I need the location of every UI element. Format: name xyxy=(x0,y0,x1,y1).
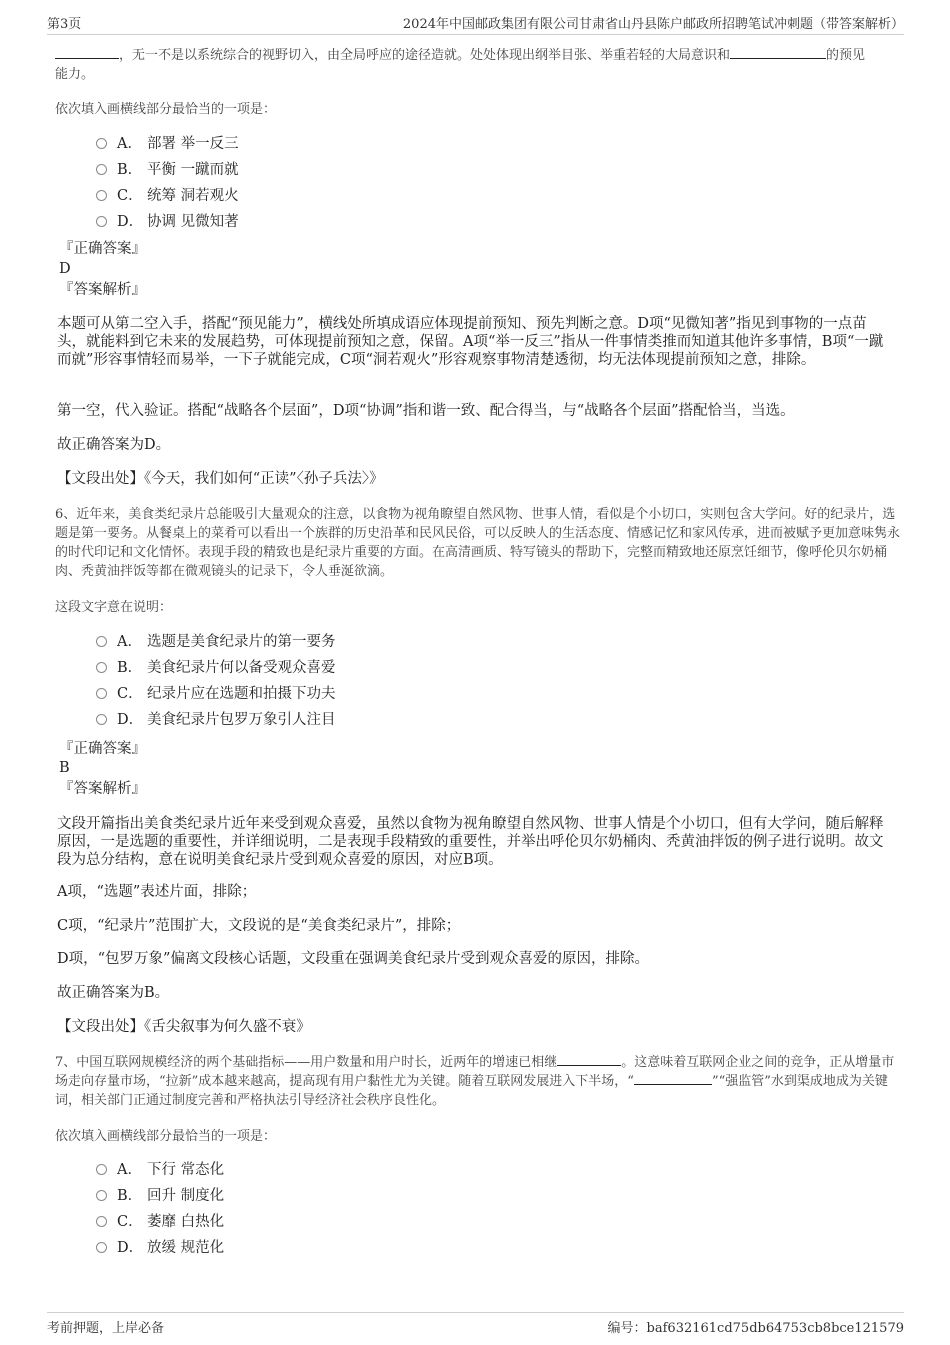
analysis-paragraph: D项，“包罗万象”偏离文段核心话题，文段重在强调美食纪录片受到观众喜爱的原因，排除。 xyxy=(57,951,649,967)
q7-stem: 7、中国互联网规模经济的两个基础指标——用户数量和用户时长，近两年的增速已相继 。这意味着互联网企业之间的竞争，正从增量市场走向存量市场，“拉新”成本越来越高，提高现有用户黏性尤为关键。随着互联网发展进入下半场，“ ”“强监管”水到渠成地成为关键词，相关部门正通过制度完善和严格执法引导经济社会秩序良性化。 xyxy=(55,1055,895,1108)
source-citation: 【文段出处】《舌尖叙事为何久盛不衰》 xyxy=(57,1019,311,1035)
answer-label: 『正确答案』 xyxy=(59,241,146,257)
q6-option-b[interactable]: B． 美食纪录片何以备受观众喜爱 xyxy=(96,658,336,678)
radio-icon[interactable] xyxy=(96,1190,107,1201)
radio-icon[interactable] xyxy=(96,636,107,647)
radio-icon[interactable] xyxy=(96,190,107,201)
fill-blank xyxy=(55,46,119,59)
analysis-label: 『答案解析』 xyxy=(59,781,146,797)
q7-option-b[interactable]: B． 回升 制度化 xyxy=(96,1186,224,1206)
answer-value: B xyxy=(59,760,70,776)
radio-icon[interactable] xyxy=(96,662,107,673)
fill-blank xyxy=(557,1053,621,1066)
radio-icon[interactable] xyxy=(96,1242,107,1253)
q7-prompt: 依次填入画横线部分最恰当的一项是： xyxy=(55,1129,277,1144)
fill-blank xyxy=(634,1072,712,1085)
radio-icon[interactable] xyxy=(96,216,107,227)
answer-label: 『正确答案』 xyxy=(59,741,146,757)
analysis-paragraph: 故正确答案为D。 xyxy=(57,437,171,453)
q5-option-c[interactable]: C． 统筹 洞若观火 xyxy=(96,186,239,206)
analysis-paragraph: 第一空，代入验证。搭配“战略各个层面”，D项“协调”指和谐一致、配合得当，与“战略各个层面”搭配恰当，当选。 xyxy=(57,403,795,419)
q6-prompt: 这段文字意在说明： xyxy=(55,600,173,615)
fill-blank xyxy=(730,46,826,59)
q5-stem-continued: ，无一不是以系统综合的视野切入，由全局呼应的途径造就。处处体现出纲举目张、举重若轻的大局意识和 的预见 能力。 xyxy=(55,48,866,82)
q6-stem: 6、近年来，美食类纪录片总能吸引大量观众的注意，以食物为视角瞭望自然风物、世事人情，看似是个小切口，实则包含大学问。好的纪录片，选题是第一要务。从餐桌上的菜肴可以看出一个族群的历史沿革和民风民俗，可以反映人的生活态度、情感记忆和家风传承，进而被赋予更加意味隽永的时代印记和文化情怀。表现手段的精致也是纪录片重要的方面。在高清画质、特写镜头的帮助下，完整而精致地还原烹饪细节，像呼伦贝尔奶桶肉、秃黄油拌饭等都在微观镜头的记录下，令人垂涎欲滴。 xyxy=(55,507,901,579)
q5-option-a[interactable]: A． 部署 举一反三 xyxy=(96,134,239,154)
document-id: 编号：baf632161cd75db64753cb8bce121579 xyxy=(607,1321,904,1336)
q5-prompt: 依次填入画横线部分最恰当的一项是： xyxy=(55,102,277,117)
q7-option-d[interactable]: D． 放缓 规范化 xyxy=(96,1238,224,1258)
q5-option-d[interactable]: D． 协调 见微知著 xyxy=(96,212,239,232)
analysis-label: 『答案解析』 xyxy=(59,282,146,298)
radio-icon[interactable] xyxy=(96,1216,107,1227)
analysis-paragraph: 故正确答案为B。 xyxy=(57,985,170,1001)
radio-icon[interactable] xyxy=(96,688,107,699)
q6-option-d[interactable]: D． 美食纪录片包罗万象引人注目 xyxy=(96,710,336,730)
page-footer xyxy=(47,1312,904,1337)
page-header xyxy=(47,12,904,35)
document-title: 2024年中国邮政集团有限公司甘肃省山丹县陈户邮政所招聘笔试冲刺题（带答案解析） xyxy=(402,17,904,32)
page-number: 第3页 xyxy=(47,17,82,32)
source-citation: 【文段出处】《今天，我们如何“正读”〈孙子兵法〉》 xyxy=(57,471,384,487)
radio-icon[interactable] xyxy=(96,164,107,175)
q5-option-b[interactable]: B． 平衡 一蹴而就 xyxy=(96,160,239,180)
q6-option-a[interactable]: A． 选题是美食纪录片的第一要务 xyxy=(96,632,336,652)
answer-value: D xyxy=(59,261,71,277)
q6-option-c[interactable]: C． 纪录片应在选题和拍摄下功夫 xyxy=(96,684,336,704)
radio-icon[interactable] xyxy=(96,1164,107,1175)
footer-slogan: 考前押题，上岸必备 xyxy=(47,1321,165,1336)
q7-option-c[interactable]: C． 萎靡 白热化 xyxy=(96,1212,224,1232)
analysis-paragraph: C项，“纪录片”范围扩大，文段说的是“美食类纪录片”，排除； xyxy=(57,918,461,934)
radio-icon[interactable] xyxy=(96,138,107,149)
analysis-paragraph: 文段开篇指出美食类纪录片近年来受到观众喜爱，虽然以食物为视角瞭望自然风物、世事人情是个小切口，但有大学问，随后解释原因，一是选题的重要性，并详细说明，二是表现手段精致的重要性，并举出呼伦贝尔奶桶肉、秃黄油拌饭的例子进行说明。故文段为总分结构，意在说明美食纪录片受到观众喜爱的原因，对应B项。 xyxy=(57,816,884,868)
analysis-paragraph: A项，“选题”表述片面，排除； xyxy=(57,884,257,900)
analysis-paragraph: 本题可从第二空入手，搭配“预见能力”，横线处所填成语应体现提前预知、预先判断之意。D项“见微知著”指见到事物的一点苗头，就能料到它未来的发展趋势，可体现提前预知之意，保留。A项“举一反三”指从一件事情类推而知道其他许多事情，B项“一蹴而就”形容事情轻而易举，一下子就能完成，C项“洞若观火”形容观察事物清楚透彻，均无法体现提前预知之意，排除。 xyxy=(57,316,884,368)
q7-option-a[interactable]: A． 下行 常态化 xyxy=(96,1160,224,1180)
radio-icon[interactable] xyxy=(96,714,107,725)
